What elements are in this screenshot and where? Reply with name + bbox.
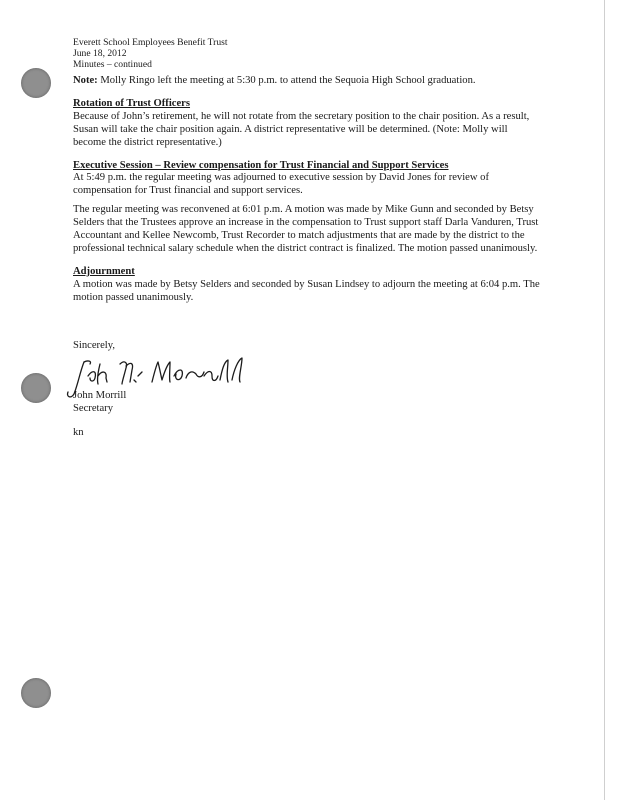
executive-text-1: At 5:49 p.m. the regular meeting was adjourned to executive session by David Jones for review of compensation for Trust financial and support services. bbox=[73, 172, 489, 197]
typist-initials: kn bbox=[73, 427, 84, 438]
hole-punch-middle bbox=[21, 373, 51, 403]
page-header bbox=[73, 37, 228, 70]
rotation-text: Because of John’s retirement, he will not rotate from the secretary position to the chair position. As a result, Susan will take the chair position again. A district representative will be determined. (Note: Molly will become the district representative.) bbox=[73, 110, 530, 148]
rotation-heading: Rotation of Trust Officers bbox=[73, 97, 191, 109]
minutes-body bbox=[73, 75, 543, 305]
salutation: Sincerely, bbox=[73, 340, 115, 351]
header-org: Everett School Employees Benefit Trust bbox=[73, 37, 228, 48]
salutation-block bbox=[73, 340, 115, 353]
note-label: Note: bbox=[73, 75, 98, 86]
adjournment-text: A motion was made by Betsy Selders and seconded by Susan Lindsey to adjourn the meeting at 6:04 p.m. The motion passed unanimously. bbox=[73, 278, 540, 303]
signatory-title: Secretary bbox=[73, 403, 113, 414]
signatory-block bbox=[73, 389, 126, 415]
adjournment-heading: Adjournment bbox=[73, 265, 135, 277]
note-text: Molly Ringo left the meeting at 5:30 p.m. to attend the Sequoia High School graduation. bbox=[100, 75, 476, 86]
scan-edge bbox=[604, 0, 605, 800]
header-date: June 18, 2012 bbox=[73, 48, 127, 59]
signatory-name: John Morrill bbox=[73, 390, 127, 401]
executive-text-2: The regular meeting was reconvened at 6:01 p.m. A motion was made by Mike Gunn and seconded by Betsy Selders that the Trustees approve an increase in the compensation to Trust support staff Darla Vanduren, Trust Accountant and Kellee Newcomb, Trust Recorder to match adjustments that are made by the district to the professional technical salary schedule when the district contract is finalized. The motion passed unanimously. bbox=[73, 204, 539, 254]
hole-punch-bottom bbox=[21, 678, 51, 708]
header-section: Minutes – continued bbox=[73, 59, 152, 70]
executive-heading: Executive Session – Review compensation for Trust Financial and Support Services bbox=[73, 159, 449, 171]
hole-punch-top bbox=[21, 68, 51, 98]
note-paragraph bbox=[73, 75, 543, 88]
